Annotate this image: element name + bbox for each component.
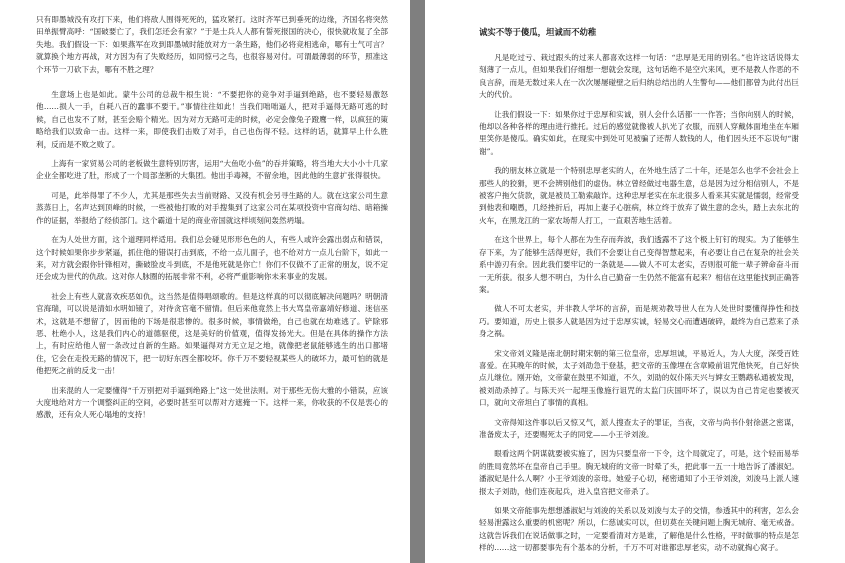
paragraph: 凡是吃过亏、栽过跟头的过来人都喜欢这样一句话：“忠厚是无用的别名。”也许这话说得太刻薄了一点儿，但如果我们仔细想一想就会发现，这句话绝不是空穴来风，更不是教人作恶的不良言辞，而是无数过来人在一次次屡屡碰壁之后归纳总结出的人生警句——他们都曾为此付出巨大的代价。 bbox=[479, 53, 799, 100]
paragraph: 可是，此举得罪了不少人，尤其是那些失去当前财路、又没有机会另寻生路的人。就在这家公司生意蒸蒸日上，名声达到顶峰的时候，一些被他打败的对手搜集到了这家公司在某项投资中官商勾结、暗箱操作的证据，举报给了经侦部门。这个霸道十足的商业帝国就这样顷刻间轰然坍塌。 bbox=[36, 190, 388, 225]
paragraph: 生意场上也是如此。蒙牛公司的总裁牛根生说：“不要把你的竞争对手逼到绝路，也不要轻易激怒他……损人一手，自耗八百的蠢事不要干。”事情往往如此！当我们咄咄逼人，把对手逼得无路可逃的时候，自己也发不了财，甚至会赔个精光。因为对方无路可走的时候，必定会像兔子蹬鹰一样，以疯狂的策略给我们以致命一击。这样一来，即使我们击败了对手，自己也伤得不轻。这样的话，就算早上什么胜利，反而是不败之败了。 bbox=[36, 90, 388, 149]
paragraph: 文帝得知这件事以后又惊又气，派人搜查太子的罪证，当夜，文帝与尚书仆射徐湛之密谋，准备废太子，还要赐死太子的同党——小王爷刘浚。 bbox=[479, 417, 799, 439]
right-page bbox=[425, 0, 845, 563]
paragraph: 我的朋友林立就是一个特别忠厚老实的人，在外地生活了二十年，还是怎么也学不会社会上那些人的狡猾，更不会辨别他们的虚伪。林立曾经做过电器生意，总是因为过分相信别人，不是被客户拖欠货款，就是被员工勒索敲诈。这种忠厚老实在东北很多人看来其实就是懦弱，经常受到他表和嘲愚，几经挫折后，再加上妻子心脏病，林立终于放弃了做生意的念头，踏上去东北的火车，在黑龙江的一家农场帮人打工，一直艰苦地生活着。 bbox=[479, 166, 799, 225]
paragraph: 如果文帝能事先想想潘淑妃与刘浚的关系以及刘浚与太子的交情，参透其中的利害，怎么会轻易泄露这么重要的机密呢？所以，仁慈诚实可以，但切莫在关键问题上胸无城府、毫无戒备。这就告诉我们在说话做事之时，一定要看清对方是谁，了解他是什么性格，平时做事的特点是怎样的……这一切都要事先有个基本的分析，千万不可对谁都忠厚老实，动不动就掏心窝子。 bbox=[479, 506, 799, 553]
paragraph: 眼看这两个阴谋就要被实施了，因为只要皇帝一下令，这个局就定了，可是，这个轻而易举的胜局竟然坏在皇帝自己手里。胸无城府的文帝一时晕了头，把此事一五一十地告诉了潘淑妃。潘淑妃是什么人啊？小王爷刘浚的亲母。她爱子心切，秘密通知了小王爷刘浚，刘浚马上派人速报太子刘劭，他们连夜起兵，进入皇宫把文帝杀了。 bbox=[479, 449, 799, 496]
paragraph: 上海有一家贸易公司的老板做生意特别厉害，运用“大鱼吃小鱼”的吞并策略，将当地大大小小十几家企业全都吃进了肚，形成了一个局部垄断的大集团。他出手毒辣，不留余地，因此他的生意扩张得很快。 bbox=[36, 159, 388, 181]
paragraph: 社会上有些人就喜欢疾恶如仇，这当然是值得唱颂歌的。但是这样真的可以彻底解决问题吗？明朝清官海瑞，可以说是清如水明如镜了，对待贪官毫不留情。但后来他竟然上书大骂皇帝嘉靖好修道、迷信巫术，这就是不想留了，因而他的下场是很悲惨的。很多时候，事情做绝，自己也就在劫难逃了。铲除邪恶、杜绝小人，这是我们内心的道德驱使，这是美好的价值观，值得发扬光大。但是在具体的操作方法上，有时应给他人留一条改过自新的生路。如果逼得对方无立足之地，就像把老鼠能够逃生的出口都堵住，它会在走投无路的情况下，把一切好东西全都咬坏。你千万不要轻视某些人的破坏力，最可怕的就是他把死之前的反戈一击！ bbox=[36, 291, 388, 376]
section-title: 诚实不等于傻瓜，坦诚而不幼稚 bbox=[479, 27, 597, 37]
paragraph: 在这个世界上，每个人都在为生存而奔波，我们透露不了这个极上钉钉的现实。为了能够生存下来，为了能够生活得更好，我们不会要让自己变得智慧起来，有必要让自己在复杂的社会关系中游刃有余。因此我们要牢记的一条就是——做人不可太老实，否则很可能一辈子辨命奋斗而一无所获。很多人想不明白，为什么自己勤奋一生仍然不能富有起来？相信在这里能找到正确答案。 bbox=[479, 235, 799, 294]
paragraph: 宋文帝刘义隆是南北朝时期宋朝的第三位皇帝，忠厚坦诚，平易近人，为人大度，深受百姓喜爱。在其晚年的时候，太子刘劭急于登基，把文帝的玉像埋在含章殿前诅咒他快死，自己好快点儿继位。刚开始，文帝蒙在鼓里不知道，不久，刘劭的奴仆陈天兴与婢女王鹦鹉私通被发现，被刘劭杀掉了。与陈天兴一起埋玉像施行诅咒的太监门庆国吓坏了，误以为自己肯定也要被灭口，就向文帝坦白了事情的真相。 bbox=[479, 348, 799, 408]
left-page bbox=[0, 0, 410, 563]
paragraph: 在为人处世方面，这个道理同样适用。我们总会碰见形形色色的人，有些人或许会露出弱点和错误，这个时候如果你步步紧逼，抓住他的错误打击到底，不给一点儿面子，也不给对方一点儿台阶下，如此一来，对方就会跟你针锋相对，撕破脸皮斗到底，不是他死就是你亡！你们不仅做不了正常的朋友，说不定还会成为世代的仇敌。这对你人脉圈的拓展非常不利，必将严重影响你未来事业的发展。 bbox=[36, 235, 388, 282]
paragraph: 让我们假设一下：如果你过于忠厚和实诚，别人会什么话都一一作答；当你向别人的时候，他却以各种各样的理由进行推托。过后的感觉就像被人扒光了衣服，而别人穿戴体面地坐在车厢里笑你是傻瓜。确实如此，在现实中到处可见被骗了还帮人数钱的人，他们因头还不忘说句“谢谢”。 bbox=[479, 109, 799, 156]
paragraph: 只有即墨城没有攻打下来，他们将敌人围得死死的，猛攻紧打。这时齐军已到垂死的边缘，齐国名将突然田单振臂高呼：“国破要亡了，我们怎还会有家？”于是士兵人人都有誓死报国的决心，很快就收复了全部失地。我们假设一下：如果燕军在攻到即墨城时能放对方一条生路，他们必将竞相逃命，哪有士气可言？就算换个地方再战，对方因为有了失败经历，如同惊弓之鸟，也很容易对付。可谓最薄弱的环节，照准这个环节一刀砍下去，哪有不胜之理？ bbox=[36, 15, 388, 74]
paragraph: 做人不可太老实，并非教人学坏的言辞，而是规劝教导世人在为人处世时要懂得挣性和技巧。要知道，历史上很多人就是因为过于忠厚实诚，轻易交心而遭遇破碎，最终为自己惹来了杀身之祸。 bbox=[479, 304, 799, 339]
paragraph: 出来混的人一定要懂得“千万别把对手逼到绝路上”这一处世法则。对于那些无伤大雅的小错误，应该大度地给对方一个调整纠正的空间，必要时甚至可以帮对方遮掩一下。这样一来，你收获的不仅是衷心的感激，还有众人死心塌地的支持！ bbox=[36, 385, 388, 420]
